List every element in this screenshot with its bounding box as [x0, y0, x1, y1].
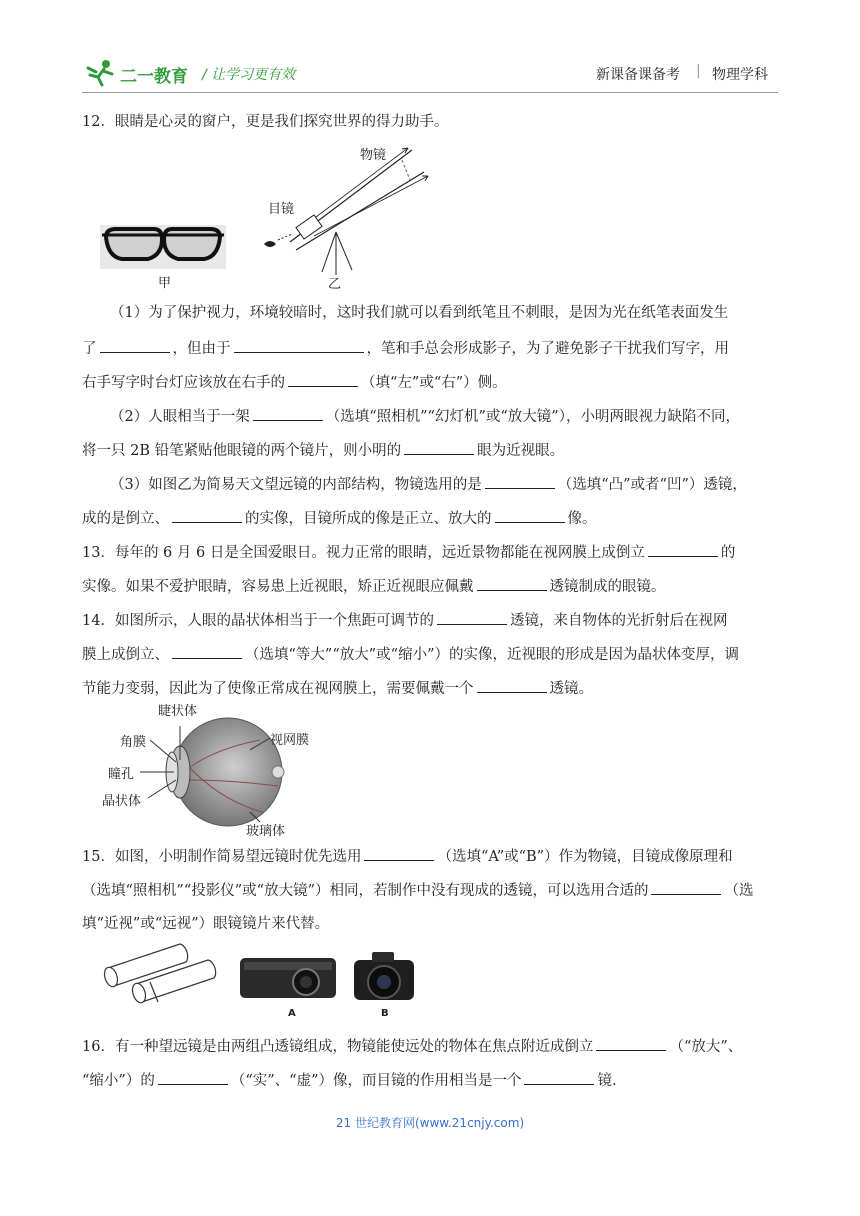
glasses-image [100, 225, 226, 269]
q12-p1-line1: （1）为了保护视力，环境较暗时，这时我们就可以看到纸笔且不刺眼，是因为光在纸笔表面发生 [110, 305, 729, 321]
answer-blank[interactable] [253, 406, 323, 421]
figure-label-eyepiece: 目镜 [268, 202, 295, 217]
q12-p1-line2: 了 ，但由于 ，笔和手总会形成影子，为了避免影子干扰我们写字，用 [82, 338, 778, 359]
q13-line2: 实像。如果不爱护眼睛，容易患上近视眼，矫正近视眼应佩戴 透镜制成的眼镜。 [82, 576, 778, 597]
q14-line3: 节能力变弱，因此为了使像正常成在视网膜上，需要佩戴一个 透镜。 [82, 678, 778, 699]
q13-line1: 13．每年的 6 月 6 日是全国爱眼日。视力正常的眼睛，远近景物都能在视网膜上成倒立 的 [82, 542, 778, 563]
q12-p2-line2: 将一只 2B 铅笔紧贴他眼镜的两个镜片，则小明的 眼为近视眼。 [82, 440, 778, 461]
eye-label-pupil: 瞳孔 [108, 767, 135, 782]
figure-label-b: B [381, 1008, 389, 1019]
answer-blank[interactable] [234, 338, 364, 353]
camera-image-b [352, 948, 416, 1006]
answer-blank[interactable] [437, 610, 507, 625]
q14-line2: 膜上成倒立、 （选填“等大”“放大”或“缩小”）的实像，近视眼的形成是因为晶状体变厚，调 [82, 644, 778, 665]
eye-label-ciliary: 睫状体 [158, 704, 198, 719]
answer-blank[interactable] [648, 542, 718, 557]
header-subject: 物理学科 [712, 67, 768, 83]
figure-label-objective: 物镜 [360, 148, 387, 163]
answer-blank[interactable] [477, 678, 547, 693]
answer-blank[interactable] [100, 338, 170, 353]
figure-label-jia: 甲 [158, 276, 172, 291]
q16-line2: “缩小”）的 （“实”、“虚”）像，而目镜的作用相当是一个 镜. [82, 1070, 778, 1091]
eye-label-vitreous: 玻璃体 [246, 824, 286, 839]
tubes-diagram [100, 940, 224, 1010]
q12-p1-line3: 右手写字时台灯应该放在右手的 （填“左”或“右”）侧。 [82, 372, 778, 393]
answer-blank[interactable] [158, 1070, 228, 1085]
answer-blank[interactable] [404, 440, 474, 455]
q12-p2-line1: （2）人眼相当于一架 （选填“照相机”“幻灯机”或“放大镜”），小明两眼视力缺陷不同， [110, 406, 778, 427]
answer-blank[interactable] [485, 474, 555, 489]
eye-label-retina: 视网膜 [270, 733, 310, 748]
footer-source: 21 世纪教育网(www.21cnjy.com) [335, 1116, 525, 1130]
q12-title: 12．眼睛是心灵的窗户，更是我们探究世界的得力助手。 [82, 114, 449, 130]
figure-label-a: A [288, 1008, 296, 1019]
figure-label-yi: 乙 [328, 277, 342, 292]
answer-blank[interactable] [524, 1070, 594, 1085]
q15-line3: 填“近视”或“远视”）眼镜镜片来代替。 [82, 916, 330, 932]
q14-line1: 14．如图所示，人眼的晶状体相当于一个焦距可调节的 透镜，来自物体的光折射后在视网 [82, 610, 778, 631]
q15-line2: （选填“照相机”“投影仪”或“放大镜”）相同，若制作中没有现成的透镜，可以选用合适的 （选 [82, 880, 778, 901]
answer-blank[interactable] [596, 1036, 666, 1051]
eye-label-cornea: 角膜 [120, 735, 147, 750]
header-rule [82, 92, 778, 93]
q15-line1: 15．如图，小明制作简易望远镜时优先选用 （选填“A”或“B”）作为物镜，目镜成像原理和 [82, 846, 778, 867]
answer-blank[interactable] [651, 880, 721, 895]
q12-p3-line1: （3）如图乙为简易天文望远镜的内部结构，物镜选用的是 （选填“凸”或者“凹”）透镜， [110, 474, 778, 495]
header-course: 新课备课备考 [596, 67, 680, 83]
header-divider: | [696, 63, 701, 79]
answer-blank[interactable] [172, 644, 242, 659]
runner-logo-icon [84, 58, 120, 88]
q12-p3-line2: 成的是倒立、 的实像，目镜所成的像是正立、放大的 像。 [82, 508, 778, 529]
q16-line1: 16．有一种望远镜是由两组凸透镜组成，物镜能使远处的物体在焦点附近成倒立 （“放大”、 [82, 1036, 778, 1057]
eye-leader-lines [100, 720, 300, 830]
answer-blank[interactable] [477, 576, 547, 591]
answer-blank[interactable] [172, 508, 242, 523]
answer-blank[interactable] [288, 372, 358, 387]
slogan: / 让学习更有效 [202, 67, 296, 83]
answer-blank[interactable] [495, 508, 565, 523]
answer-blank[interactable] [364, 846, 434, 861]
eye-label-lens: 晶状体 [102, 794, 142, 809]
projector-image-a [238, 950, 338, 1006]
logo-text: 二一教育 [120, 67, 188, 87]
